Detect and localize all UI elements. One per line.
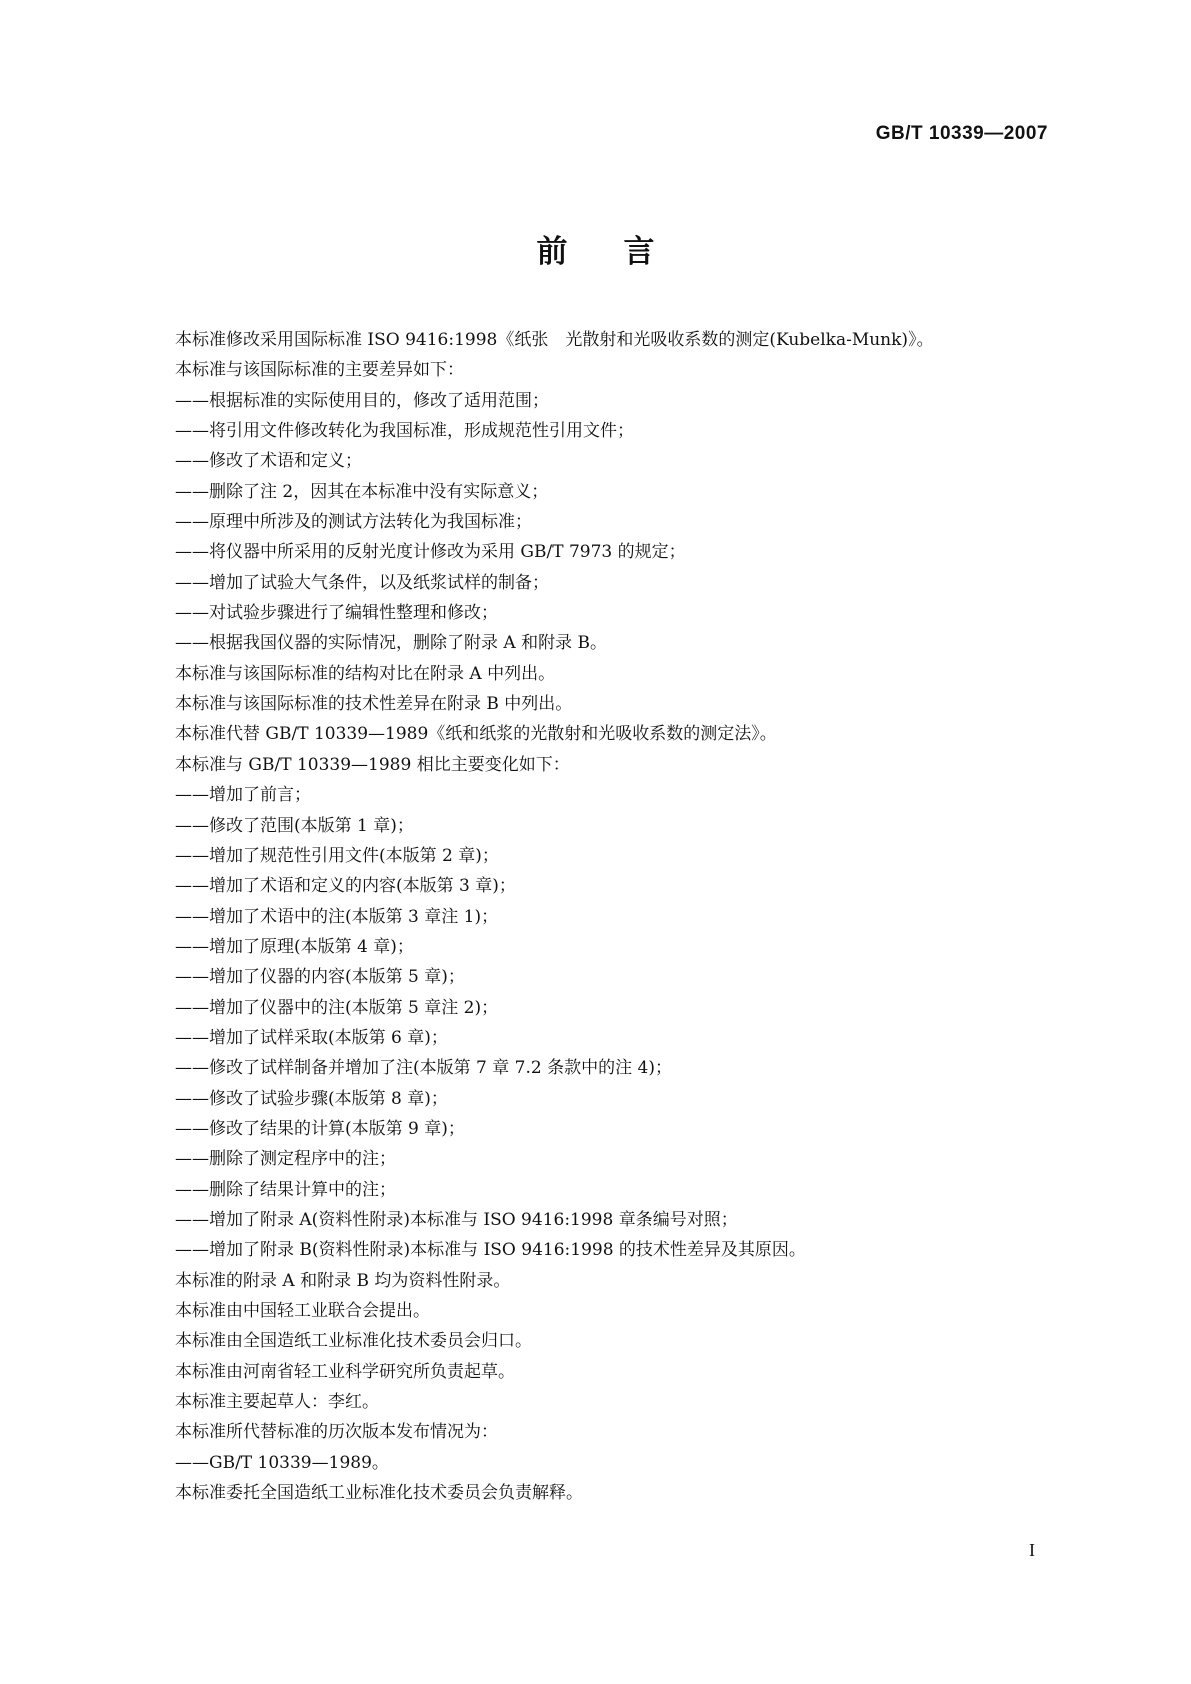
body-line: 本标准主要起草人：李红。 xyxy=(175,1392,379,1413)
body-line: ——增加了规范性引用文件(本版第 2 章)； xyxy=(175,845,499,866)
body-line: ——原理中所涉及的测试方法转化为我国标准； xyxy=(175,512,532,533)
standard-number: GB/T 10339—2007 xyxy=(875,123,1048,144)
body-line: ——增加了附录 A(资料性附录)本标准与 ISO 9416:1998 章条编号对照； xyxy=(175,1209,738,1230)
body-line: 本标准的附录 A 和附录 B 均为资料性附录。 xyxy=(175,1270,511,1291)
page-title: 前言 xyxy=(536,234,711,270)
body-line: 本标准与该国际标准的技术性差异在附录 B 中列出。 xyxy=(175,694,573,715)
body-line: 本标准与该国际标准的主要差异如下： xyxy=(175,360,464,381)
body-line: 本标准由河南省轻工业科学研究所负责起草。 xyxy=(175,1361,515,1382)
body-line: 本标准由中国轻工业联合会提出。 xyxy=(175,1301,430,1321)
body-line: ——修改了术语和定义； xyxy=(175,451,362,472)
body-line: ——删除了结果计算中的注； xyxy=(175,1179,396,1200)
body-line: ——根据标准的实际使用目的，修改了适用范围； xyxy=(175,390,549,411)
body-line: ——修改了结果的计算(本版第 9 章)； xyxy=(175,1118,465,1139)
body-line: ——增加了仪器中的注(本版第 5 章注 2)； xyxy=(175,997,499,1018)
body-line: ——删除了测定程序中的注； xyxy=(175,1149,396,1170)
body-line: ——修改了试样制备并增加了注(本版第 7 章 7.2 条款中的注 4)； xyxy=(175,1058,672,1079)
body-line: ——增加了前言； xyxy=(175,785,311,806)
body-line: 本标准由全国造纸工业标准化技术委员会归口。 xyxy=(175,1331,532,1352)
body-line: 本标准与该国际标准的结构对比在附录 A 中列出。 xyxy=(175,663,556,684)
body-line: ——增加了试验大气条件，以及纸浆试样的制备； xyxy=(175,572,549,593)
body-line: ——增加了原理(本版第 4 章)； xyxy=(175,936,414,957)
body-line: 本标准代替 GB/T 10339—1989《纸和纸浆的光散射和光吸收系数的测定法》。 xyxy=(175,724,777,745)
body-line: 本标准所代替标准的历次版本发布情况为： xyxy=(175,1422,498,1443)
body-line: ——增加了术语中的注(本版第 3 章注 1)； xyxy=(175,906,499,927)
body-line: ——GB/T 10339—1989。 xyxy=(175,1452,389,1473)
body-line: ——将仪器中所采用的反射光度计修改为采用 GB/T 7973 的规定； xyxy=(175,542,686,563)
body-line: ——增加了试样采取(本版第 6 章)； xyxy=(175,1027,448,1048)
body-line: 本标准修改采用国际标准 ISO 9416:1998《纸张 光散射和光吸收系数的测定(Kubelka-Munk)》。 xyxy=(175,330,934,350)
body-line: 本标准委托全国造纸工业标准化技术委员会负责解释。 xyxy=(175,1483,583,1504)
body-line: ——删除了注 2，因其在本标准中没有实际意义； xyxy=(175,481,549,502)
body-line: ——修改了试验步骤(本版第 8 章)； xyxy=(175,1088,448,1109)
body-line: ——将引用文件修改转化为我国标准，形成规范性引用文件； xyxy=(175,421,634,442)
page-number: I xyxy=(1029,1540,1035,1560)
body-line: ——修改了范围(本版第 1 章)； xyxy=(175,815,414,836)
body-line: ——增加了仪器的内容(本版第 5 章)； xyxy=(175,967,465,988)
body-line: ——根据我国仪器的实际情况，删除了附录 A 和附录 B。 xyxy=(175,633,607,654)
body-line: 本标准与 GB/T 10339—1989 相比主要变化如下： xyxy=(175,754,570,775)
foreword-body xyxy=(175,325,1075,1508)
body-line: ——对试验步骤进行了编辑性整理和修改； xyxy=(175,603,498,624)
body-line: ——增加了附录 B(资料性附录)本标准与 ISO 9416:1998 的技术性差异及其原因。 xyxy=(175,1240,806,1261)
body-line: ——增加了术语和定义的内容(本版第 3 章)； xyxy=(175,876,516,897)
